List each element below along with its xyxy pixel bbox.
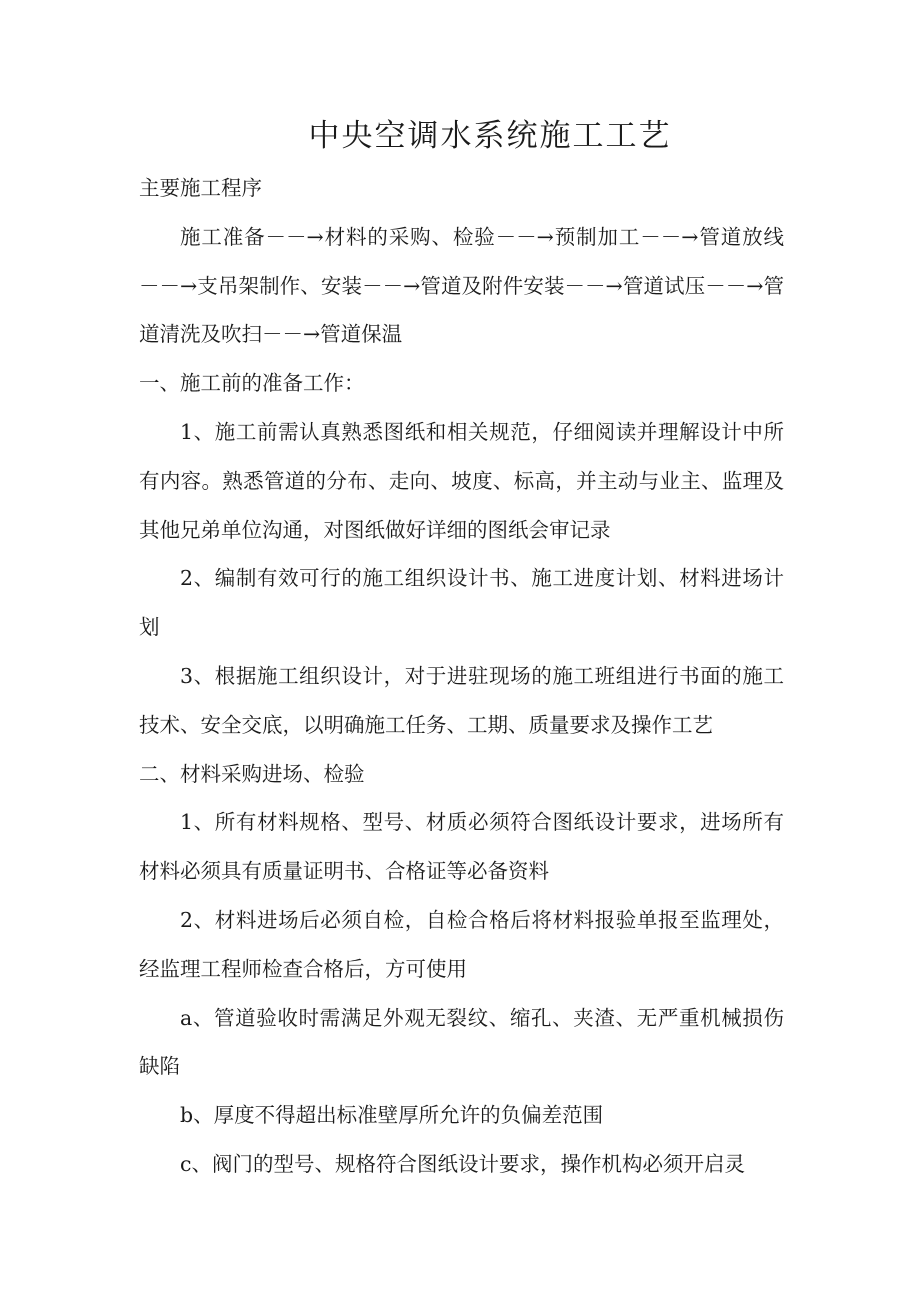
paragraph-item: 1、所有材料规格、型号、材质必须符合图纸设计要求，进场所有材料必须具有质量证明书、合格证等必备资料 bbox=[139, 810, 784, 884]
paragraph-item: 3、根据施工组织设计，对于进驻现场的施工班组进行书面的施工技术、安全交底，以明确施工任务、工期、质量要求及操作工艺 bbox=[139, 663, 784, 737]
paragraph-subitem: b、厚度不得超出标准壁厚所允许的负偏差范围 bbox=[180, 1103, 604, 1128]
paragraph-section-heading: 一、施工前的准备工作： bbox=[139, 371, 365, 396]
paragraph-process-flow: 施工准备－－→材料的采购、检验－－→预制加工－－→管道放线－－→支吊架制作、安装－－→管道及附件安装－－→管道试压－－→管道清洗及吹扫－－→管道保温 bbox=[139, 224, 784, 347]
paragraph-subitem: c、阀门的型号、规格符合图纸设计要求，操作机构必须开启灵 bbox=[180, 1151, 745, 1176]
paragraph-section-heading: 主要施工程序 bbox=[139, 176, 262, 200]
paragraph-item: 2、材料进场后必须自检，自检合格后将材料报验单报至监理处，经监理工程师检查合格后，方可使用 bbox=[139, 907, 784, 981]
paragraph-item: 2、编制有效可行的施工组织设计书、施工进度计划、材料进场计划 bbox=[139, 566, 784, 640]
paragraph-section-heading: 二、材料采购进场、检验 bbox=[139, 761, 365, 786]
document-body bbox=[139, 164, 784, 1189]
paragraph-item: 1、施工前需认真熟悉图纸和相关规范，仔细阅读并理解设计中所有内容。熟悉管道的分布、走向、坡度、标高，并主动与业主、监理及其他兄弟单位沟通，对图纸做好详细的图纸会审记录 bbox=[139, 419, 784, 542]
document-title: 中央空调水系统施工工艺 bbox=[308, 118, 672, 154]
paragraph-subitem: a、管道验收时需满足外观无裂纹、缩孔、夹渣、无严重机械损伤缺陷 bbox=[139, 1005, 784, 1079]
